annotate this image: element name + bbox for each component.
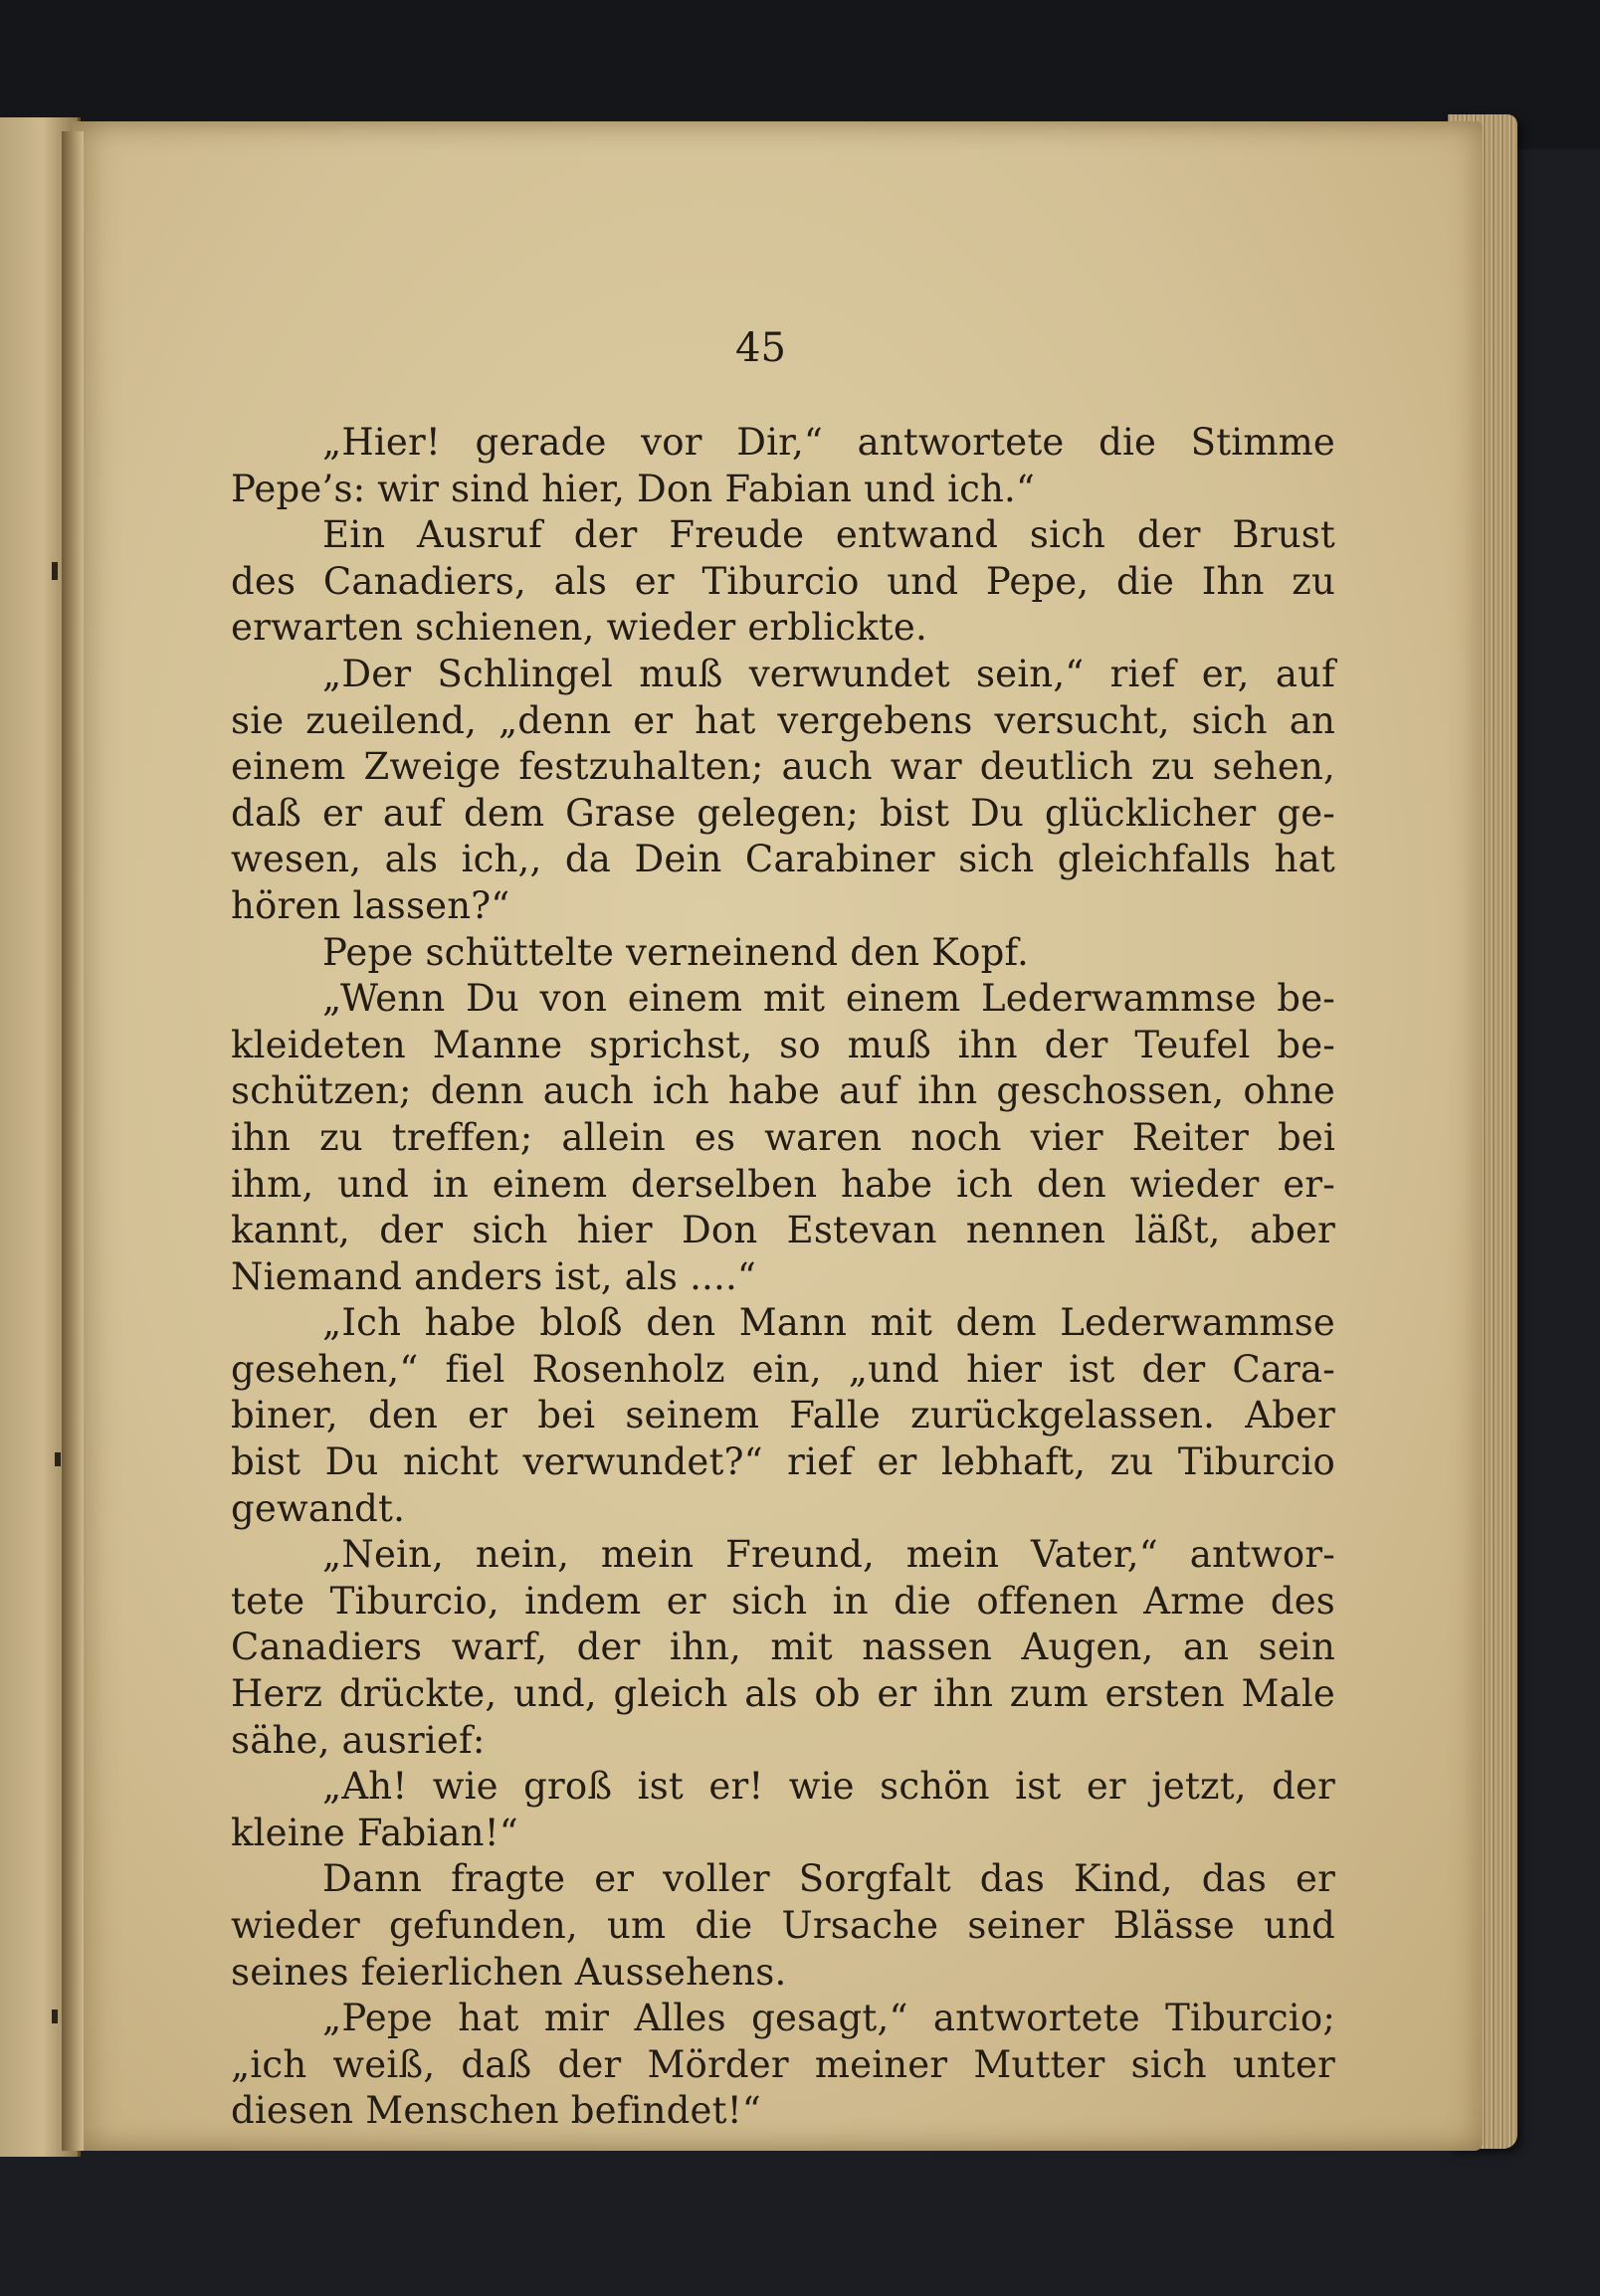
text-line: des Canadiers, als er Tiburcio und Pepe, die Ihn zu <box>231 559 1335 603</box>
book-page <box>72 121 1483 2151</box>
body-text <box>231 420 1335 2135</box>
text-line: wesen, als ich,, da Dein Carabiner sich gleichfalls hat <box>231 838 1335 881</box>
text-line: diesen Menschen befindet!“ <box>231 2089 761 2133</box>
text-line: gesehen,“ fiel Rosenholz ein, „und hier ist der Cara- <box>231 1347 1335 1391</box>
text-line: „Der Schlingel muß verwundet sein,“ rief er, auf <box>322 652 1335 695</box>
text-line: biner, den er bei seinem Falle zurückgelassen. Aber <box>231 1394 1335 1437</box>
text-line: Pepe’s: wir sind hier, Don Fabian und ich.“ <box>231 467 1036 510</box>
text-line: Niemand anders ist, als ....“ <box>231 1254 757 1298</box>
text-line: sähe, ausrief: <box>231 1718 486 1762</box>
text-line: sie zueilend, „denn er hat vergebens versucht, sich an <box>231 698 1335 742</box>
text-line: ihn zu treffen; allein es waren noch vier Reiter bei <box>231 1115 1335 1159</box>
text-line: einem Zweige festzuhalten; auch war deutlich zu sehen, <box>231 745 1335 789</box>
text-line: daß er auf dem Grase gelegen; bist Du glücklicher ge- <box>231 791 1335 835</box>
text-line: schützen; denn auch ich habe auf ihn geschossen, ohne <box>231 1069 1335 1113</box>
text-line: Ein Ausruf der Freude entwand sich der Brust <box>322 513 1335 557</box>
text-line: „Ich habe bloß den Mann mit dem Lederwammse <box>322 1301 1335 1345</box>
margin-mark <box>52 2009 58 2023</box>
text-line: „Wenn Du von einem mit einem Lederwammse be- <box>322 977 1335 1021</box>
text-line: kleideten Manne sprichst, so muß ihn der Teufel be- <box>231 1023 1335 1066</box>
text-line: tete Tiburcio, indem er sich in die offenen Arme des <box>231 1579 1335 1623</box>
text-line: erwarten schienen, wieder erblickte. <box>231 606 927 650</box>
text-line: wieder gefunden, um die Ursache seiner Blässe und <box>231 1904 1335 1947</box>
text-line: gewandt. <box>231 1486 406 1530</box>
text-line: Pepe schüttelte verneinend den Kopf. <box>322 930 1030 974</box>
page-number: 45 <box>735 325 786 371</box>
text-line: Dann fragte er voller Sorgfalt das Kind, das er <box>322 1857 1335 1901</box>
text-line: kannt, der sich hier Don Estevan nennen läßt, aber <box>231 1209 1335 1252</box>
margin-mark <box>55 1452 61 1466</box>
text-line: „Hier! gerade vor Dir,“ antwortete die Stimme <box>322 421 1335 464</box>
text-line: „Ah! wie groß ist er! wie schön ist er jetzt, der <box>322 1765 1335 1809</box>
binding-gutter <box>62 131 84 2151</box>
margin-mark <box>52 562 58 580</box>
text-line: ihm, und in einem derselben habe ich den wieder er- <box>231 1162 1335 1206</box>
text-line: Herz drückte, und, gleich als ob er ihn zum ersten Male <box>231 1672 1335 1716</box>
text-line: bist Du nicht verwundet?“ rief er lebhaft, zu Tiburcio <box>231 1440 1335 1484</box>
text-line: „ich weiß, daß der Mörder meiner Mutter sich unter <box>231 2042 1335 2086</box>
text-line: „Nein, nein, mein Freund, mein Vater,“ antwor- <box>322 1533 1335 1577</box>
text-line: Canadiers warf, der ihn, mit nassen Augen, an sein <box>231 1626 1335 1669</box>
text-line: seines feierlichen Aussehens. <box>231 1950 787 1994</box>
text-line: hören lassen?“ <box>231 883 510 927</box>
text-line: „Pepe hat mir Alles gesagt,“ antwortete Tiburcio; <box>322 1997 1335 2040</box>
text-line: kleine Fabian!“ <box>231 1811 518 1854</box>
